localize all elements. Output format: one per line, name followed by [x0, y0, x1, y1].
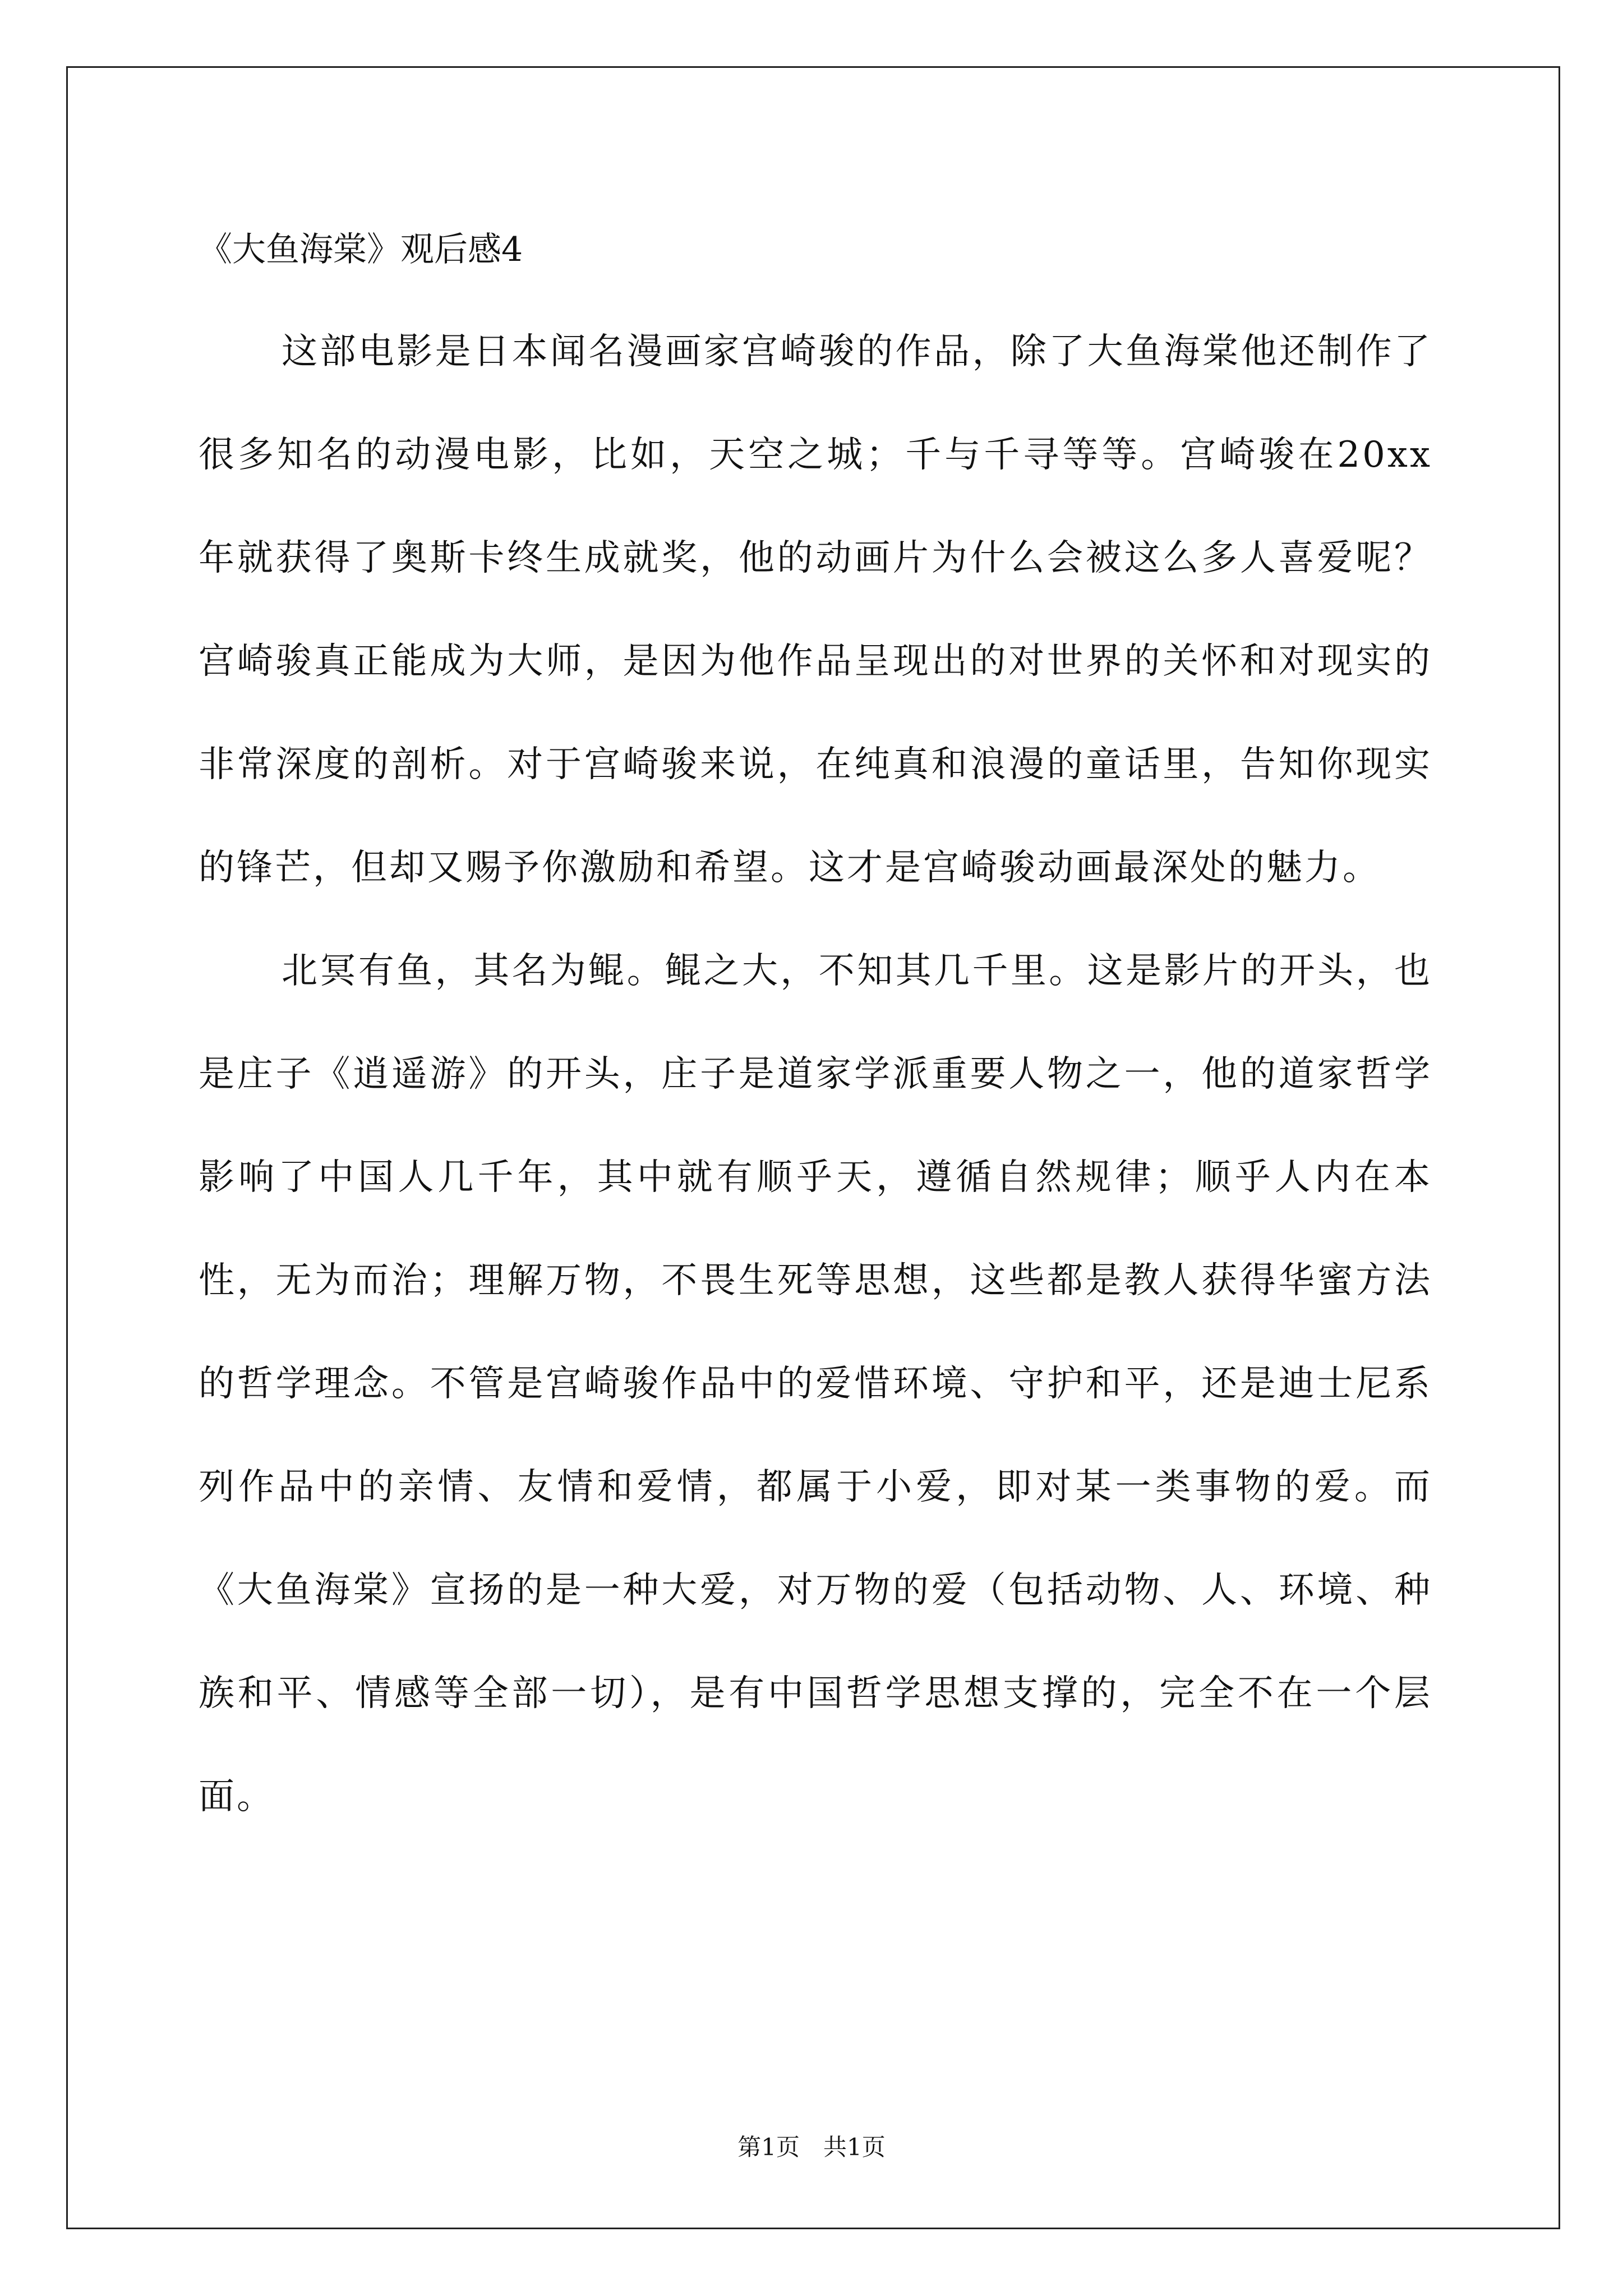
page-footer: 第1页 共1页 [737, 2133, 886, 2161]
paragraph-2: 北冥有鱼，其名为鲲。鲲之大，不知其几千里。这是影片的开头，也是庄子《逍遥游》的开头，庄子是道家学派重要人物之一，他的道家哲学影响了中国人几千年，其中就有顺乎天，遵循自然规律；顺乎人内在本性，无为而治；理解万物，不畏生死等思想，这些都是教人获得华蜜方法的哲学理念。不管是宫崎骏作品中的爱惜环境、守护和平，还是迪士尼系列作品中的亲情、友情和爱情，都属于小爱，即对某一类事物的爱。而《大鱼海棠》宣扬的是一种大爱，对万物的爱（包括动物、人、环境、种族和平、情感等全部一切），是有中国哲学思想支撑的，完全不在一个层面。 [199, 950, 1432, 1818]
document-body [199, 222, 1432, 1848]
paragraph-1: 这部电影是日本闻名漫画家宫崎骏的作品，除了大鱼海棠他还制作了很多知名的动漫电影，比如，天空之城；千与千寻等等。宫崎骏在20xx年就获得了奥斯卡终生成就奖，他的动画片为什么会被这么多人喜爱呢？宫崎骏真正能成为大师，是因为他作品呈现出的对世界的关怀和对现实的非常深度的剖析。对于宫崎骏来说，在纯真和浪漫的童话里，告知你现实的锋芒，但却又赐予你激励和希望。这才是宫崎骏动画最深处的魅力。 [199, 331, 1432, 889]
document-title: 《大鱼海棠》观后感4 [199, 230, 523, 269]
